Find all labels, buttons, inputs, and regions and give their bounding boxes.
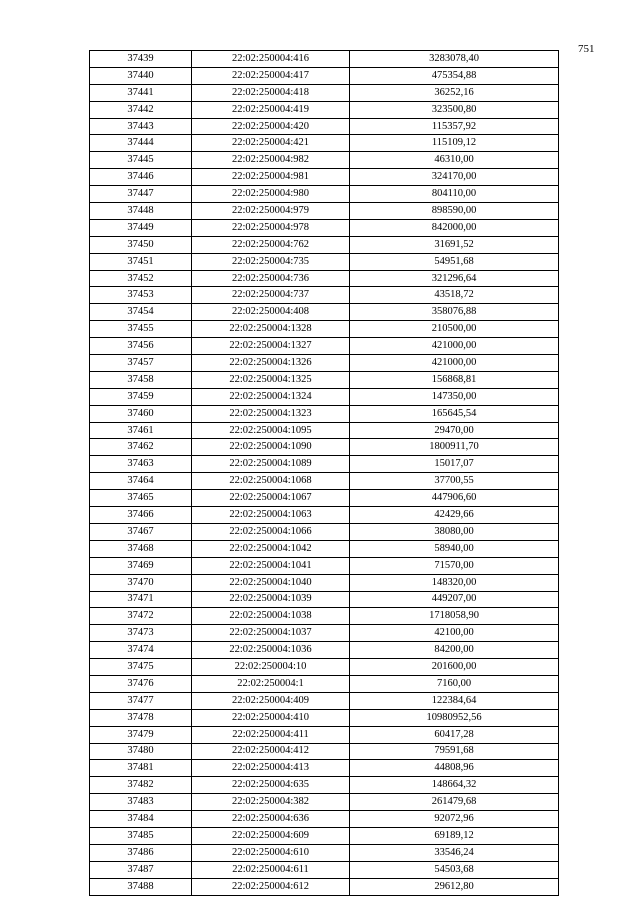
table-body	[90, 51, 559, 896]
cadastral-number-cell: 22:02:250004:1038	[192, 608, 350, 625]
cadastral-value-cell: 58940,00	[350, 540, 559, 557]
table-row	[90, 422, 559, 439]
cadastral-number-cell: 22:02:250004:382	[192, 794, 350, 811]
cadastral-number-cell: 22:02:250004:1063	[192, 507, 350, 524]
cadastral-number-cell: 22:02:250004:408	[192, 304, 350, 321]
cadastral-number-cell: 22:02:250004:1323	[192, 405, 350, 422]
cadastral-number-cell: 22:02:250004:421	[192, 135, 350, 152]
table-row	[90, 67, 559, 84]
table-row	[90, 236, 559, 253]
cadastral-value-cell: 156868,81	[350, 371, 559, 388]
cadastral-value-cell: 29612,80	[350, 878, 559, 895]
row-number-cell: 37471	[90, 591, 192, 608]
table-row	[90, 878, 559, 895]
cadastral-number-cell: 22:02:250004:1324	[192, 388, 350, 405]
table-row	[90, 861, 559, 878]
cadastral-value-cell: 210500,00	[350, 321, 559, 338]
cadastral-number-cell: 22:02:250004:609	[192, 827, 350, 844]
table-row	[90, 625, 559, 642]
row-number-cell: 37463	[90, 456, 192, 473]
cadastral-number-cell: 22:02:250004:416	[192, 51, 350, 68]
cadastral-value-cell: 1718058,90	[350, 608, 559, 625]
table-row	[90, 540, 559, 557]
table-row	[90, 101, 559, 118]
table-row	[90, 473, 559, 490]
table-row	[90, 760, 559, 777]
cadastral-value-cell: 10980952,56	[350, 709, 559, 726]
table-row	[90, 169, 559, 186]
row-number-cell: 37482	[90, 777, 192, 794]
row-number-cell: 37486	[90, 844, 192, 861]
cadastral-number-cell: 22:02:250004:981	[192, 169, 350, 186]
table-row	[90, 203, 559, 220]
cadastral-number-cell: 22:02:250004:610	[192, 844, 350, 861]
cadastral-value-cell: 84200,00	[350, 642, 559, 659]
cadastral-value-cell: 36252,16	[350, 84, 559, 101]
cadastral-number-cell: 22:02:250004:1	[192, 675, 350, 692]
cadastral-value-cell: 42100,00	[350, 625, 559, 642]
cadastral-value-table	[89, 50, 559, 896]
table-row	[90, 84, 559, 101]
table-row	[90, 287, 559, 304]
row-number-cell: 37442	[90, 101, 192, 118]
row-number-cell: 37479	[90, 726, 192, 743]
cadastral-value-cell: 201600,00	[350, 659, 559, 676]
cadastral-number-cell: 22:02:250004:978	[192, 219, 350, 236]
cadastral-number-cell: 22:02:250004:1039	[192, 591, 350, 608]
cadastral-value-cell: 54951,68	[350, 253, 559, 270]
cadastral-number-cell: 22:02:250004:737	[192, 287, 350, 304]
table-row	[90, 355, 559, 372]
cadastral-value-cell: 79591,68	[350, 743, 559, 760]
cadastral-value-cell: 421000,00	[350, 355, 559, 372]
row-number-cell: 37464	[90, 473, 192, 490]
row-number-cell: 37457	[90, 355, 192, 372]
cadastral-number-cell: 22:02:250004:982	[192, 152, 350, 169]
row-number-cell: 37481	[90, 760, 192, 777]
cadastral-value-cell: 842000,00	[350, 219, 559, 236]
cadastral-number-cell: 22:02:250004:1036	[192, 642, 350, 659]
row-number-cell: 37440	[90, 67, 192, 84]
table-row	[90, 692, 559, 709]
cadastral-number-cell: 22:02:250004:735	[192, 253, 350, 270]
table-row	[90, 675, 559, 692]
cadastral-value-cell: 1800911,70	[350, 439, 559, 456]
row-number-cell: 37448	[90, 203, 192, 220]
cadastral-value-cell: 323500,80	[350, 101, 559, 118]
cadastral-number-cell: 22:02:250004:1040	[192, 574, 350, 591]
row-number-cell: 37444	[90, 135, 192, 152]
table-row	[90, 51, 559, 68]
cadastral-value-cell: 261479,68	[350, 794, 559, 811]
cadastral-value-cell: 147350,00	[350, 388, 559, 405]
cadastral-number-cell: 22:02:250004:1066	[192, 523, 350, 540]
row-number-cell: 37470	[90, 574, 192, 591]
cadastral-number-cell: 22:02:250004:1090	[192, 439, 350, 456]
cadastral-value-cell: 7160,00	[350, 675, 559, 692]
cadastral-value-cell: 898590,00	[350, 203, 559, 220]
row-number-cell: 37465	[90, 490, 192, 507]
cadastral-number-cell: 22:02:250004:417	[192, 67, 350, 84]
cadastral-value-cell: 358076,88	[350, 304, 559, 321]
cadastral-number-cell: 22:02:250004:409	[192, 692, 350, 709]
row-number-cell: 37478	[90, 709, 192, 726]
table-row	[90, 608, 559, 625]
row-number-cell: 37441	[90, 84, 192, 101]
cadastral-value-cell: 42429,66	[350, 507, 559, 524]
row-number-cell: 37462	[90, 439, 192, 456]
cadastral-value-cell: 15017,07	[350, 456, 559, 473]
row-number-cell: 37480	[90, 743, 192, 760]
cadastral-number-cell: 22:02:250004:1089	[192, 456, 350, 473]
cadastral-value-cell: 449207,00	[350, 591, 559, 608]
cadastral-value-cell: 122384,64	[350, 692, 559, 709]
cadastral-number-cell: 22:02:250004:1325	[192, 371, 350, 388]
table-row	[90, 557, 559, 574]
cadastral-value-cell: 447906,60	[350, 490, 559, 507]
table-row	[90, 523, 559, 540]
cadastral-value-cell: 71570,00	[350, 557, 559, 574]
row-number-cell: 37474	[90, 642, 192, 659]
table-row	[90, 456, 559, 473]
cadastral-value-cell: 165645,54	[350, 405, 559, 422]
table-row	[90, 591, 559, 608]
table-row	[90, 405, 559, 422]
cadastral-number-cell: 22:02:250004:979	[192, 203, 350, 220]
table-row	[90, 152, 559, 169]
cadastral-number-cell: 22:02:250004:1067	[192, 490, 350, 507]
table-row	[90, 794, 559, 811]
table-row	[90, 270, 559, 287]
table-row	[90, 642, 559, 659]
row-number-cell: 37487	[90, 861, 192, 878]
row-number-cell: 37452	[90, 270, 192, 287]
cadastral-number-cell: 22:02:250004:1328	[192, 321, 350, 338]
row-number-cell: 37466	[90, 507, 192, 524]
cadastral-number-cell: 22:02:250004:10	[192, 659, 350, 676]
cadastral-number-cell: 22:02:250004:635	[192, 777, 350, 794]
table-row	[90, 371, 559, 388]
table-row	[90, 321, 559, 338]
table-row	[90, 338, 559, 355]
row-number-cell: 37449	[90, 219, 192, 236]
cadastral-value-cell: 3283078,40	[350, 51, 559, 68]
row-number-cell: 37454	[90, 304, 192, 321]
cadastral-number-cell: 22:02:250004:611	[192, 861, 350, 878]
row-number-cell: 37456	[90, 338, 192, 355]
cadastral-value-cell: 324170,00	[350, 169, 559, 186]
row-number-cell: 37458	[90, 371, 192, 388]
cadastral-number-cell: 22:02:250004:412	[192, 743, 350, 760]
cadastral-value-cell: 421000,00	[350, 338, 559, 355]
table-row	[90, 253, 559, 270]
table-row	[90, 439, 559, 456]
cadastral-value-cell: 54503,68	[350, 861, 559, 878]
row-number-cell: 37483	[90, 794, 192, 811]
row-number-cell: 37473	[90, 625, 192, 642]
row-number-cell: 37450	[90, 236, 192, 253]
table-row	[90, 659, 559, 676]
table-row	[90, 777, 559, 794]
row-number-cell: 37446	[90, 169, 192, 186]
cadastral-number-cell: 22:02:250004:1068	[192, 473, 350, 490]
cadastral-value-cell: 43518,72	[350, 287, 559, 304]
cadastral-number-cell: 22:02:250004:411	[192, 726, 350, 743]
table-row	[90, 743, 559, 760]
row-number-cell: 37461	[90, 422, 192, 439]
cadastral-value-cell: 321296,64	[350, 270, 559, 287]
cadastral-value-cell: 69189,12	[350, 827, 559, 844]
row-number-cell: 37455	[90, 321, 192, 338]
cadastral-number-cell: 22:02:250004:1041	[192, 557, 350, 574]
table-row	[90, 118, 559, 135]
cadastral-number-cell: 22:02:250004:420	[192, 118, 350, 135]
cadastral-number-cell: 22:02:250004:1095	[192, 422, 350, 439]
row-number-cell: 37460	[90, 405, 192, 422]
row-number-cell: 37468	[90, 540, 192, 557]
cadastral-number-cell: 22:02:250004:419	[192, 101, 350, 118]
table-row	[90, 135, 559, 152]
cadastral-value-cell: 44808,96	[350, 760, 559, 777]
cadastral-number-cell: 22:02:250004:418	[192, 84, 350, 101]
table-row	[90, 490, 559, 507]
cadastral-number-cell: 22:02:250004:1037	[192, 625, 350, 642]
row-number-cell: 37484	[90, 811, 192, 828]
row-number-cell: 37477	[90, 692, 192, 709]
cadastral-value-cell: 29470,00	[350, 422, 559, 439]
table-row	[90, 219, 559, 236]
table-row	[90, 844, 559, 861]
table-row	[90, 186, 559, 203]
cadastral-value-cell: 31691,52	[350, 236, 559, 253]
page-number: 751	[578, 43, 595, 55]
cadastral-number-cell: 22:02:250004:736	[192, 270, 350, 287]
row-number-cell: 37443	[90, 118, 192, 135]
row-number-cell: 37476	[90, 675, 192, 692]
table-row	[90, 507, 559, 524]
cadastral-value-cell: 60417,28	[350, 726, 559, 743]
cadastral-number-cell: 22:02:250004:1042	[192, 540, 350, 557]
row-number-cell: 37467	[90, 523, 192, 540]
row-number-cell: 37451	[90, 253, 192, 270]
cadastral-number-cell: 22:02:250004:1326	[192, 355, 350, 372]
cadastral-number-cell: 22:02:250004:980	[192, 186, 350, 203]
table-row	[90, 811, 559, 828]
cadastral-number-cell: 22:02:250004:1327	[192, 338, 350, 355]
table-row	[90, 574, 559, 591]
cadastral-value-cell: 475354,88	[350, 67, 559, 84]
row-number-cell: 37488	[90, 878, 192, 895]
cadastral-value-cell: 37700,55	[350, 473, 559, 490]
cadastral-number-cell: 22:02:250004:636	[192, 811, 350, 828]
row-number-cell: 37472	[90, 608, 192, 625]
row-number-cell: 37485	[90, 827, 192, 844]
table-row	[90, 304, 559, 321]
cadastral-value-cell: 33546,24	[350, 844, 559, 861]
cadastral-value-cell: 115109,12	[350, 135, 559, 152]
cadastral-value-cell: 804110,00	[350, 186, 559, 203]
cadastral-value-cell: 148664,32	[350, 777, 559, 794]
table-row	[90, 827, 559, 844]
cadastral-value-cell: 148320,00	[350, 574, 559, 591]
table-row	[90, 709, 559, 726]
row-number-cell: 37453	[90, 287, 192, 304]
cadastral-value-cell: 92072,96	[350, 811, 559, 828]
table-row	[90, 388, 559, 405]
cadastral-value-cell: 38080,00	[350, 523, 559, 540]
cadastral-number-cell: 22:02:250004:410	[192, 709, 350, 726]
row-number-cell: 37447	[90, 186, 192, 203]
cadastral-value-cell: 46310,00	[350, 152, 559, 169]
cadastral-number-cell: 22:02:250004:612	[192, 878, 350, 895]
row-number-cell: 37439	[90, 51, 192, 68]
row-number-cell: 37459	[90, 388, 192, 405]
cadastral-value-cell: 115357,92	[350, 118, 559, 135]
row-number-cell: 37469	[90, 557, 192, 574]
row-number-cell: 37445	[90, 152, 192, 169]
cadastral-number-cell: 22:02:250004:413	[192, 760, 350, 777]
row-number-cell: 37475	[90, 659, 192, 676]
table-row	[90, 726, 559, 743]
cadastral-number-cell: 22:02:250004:762	[192, 236, 350, 253]
